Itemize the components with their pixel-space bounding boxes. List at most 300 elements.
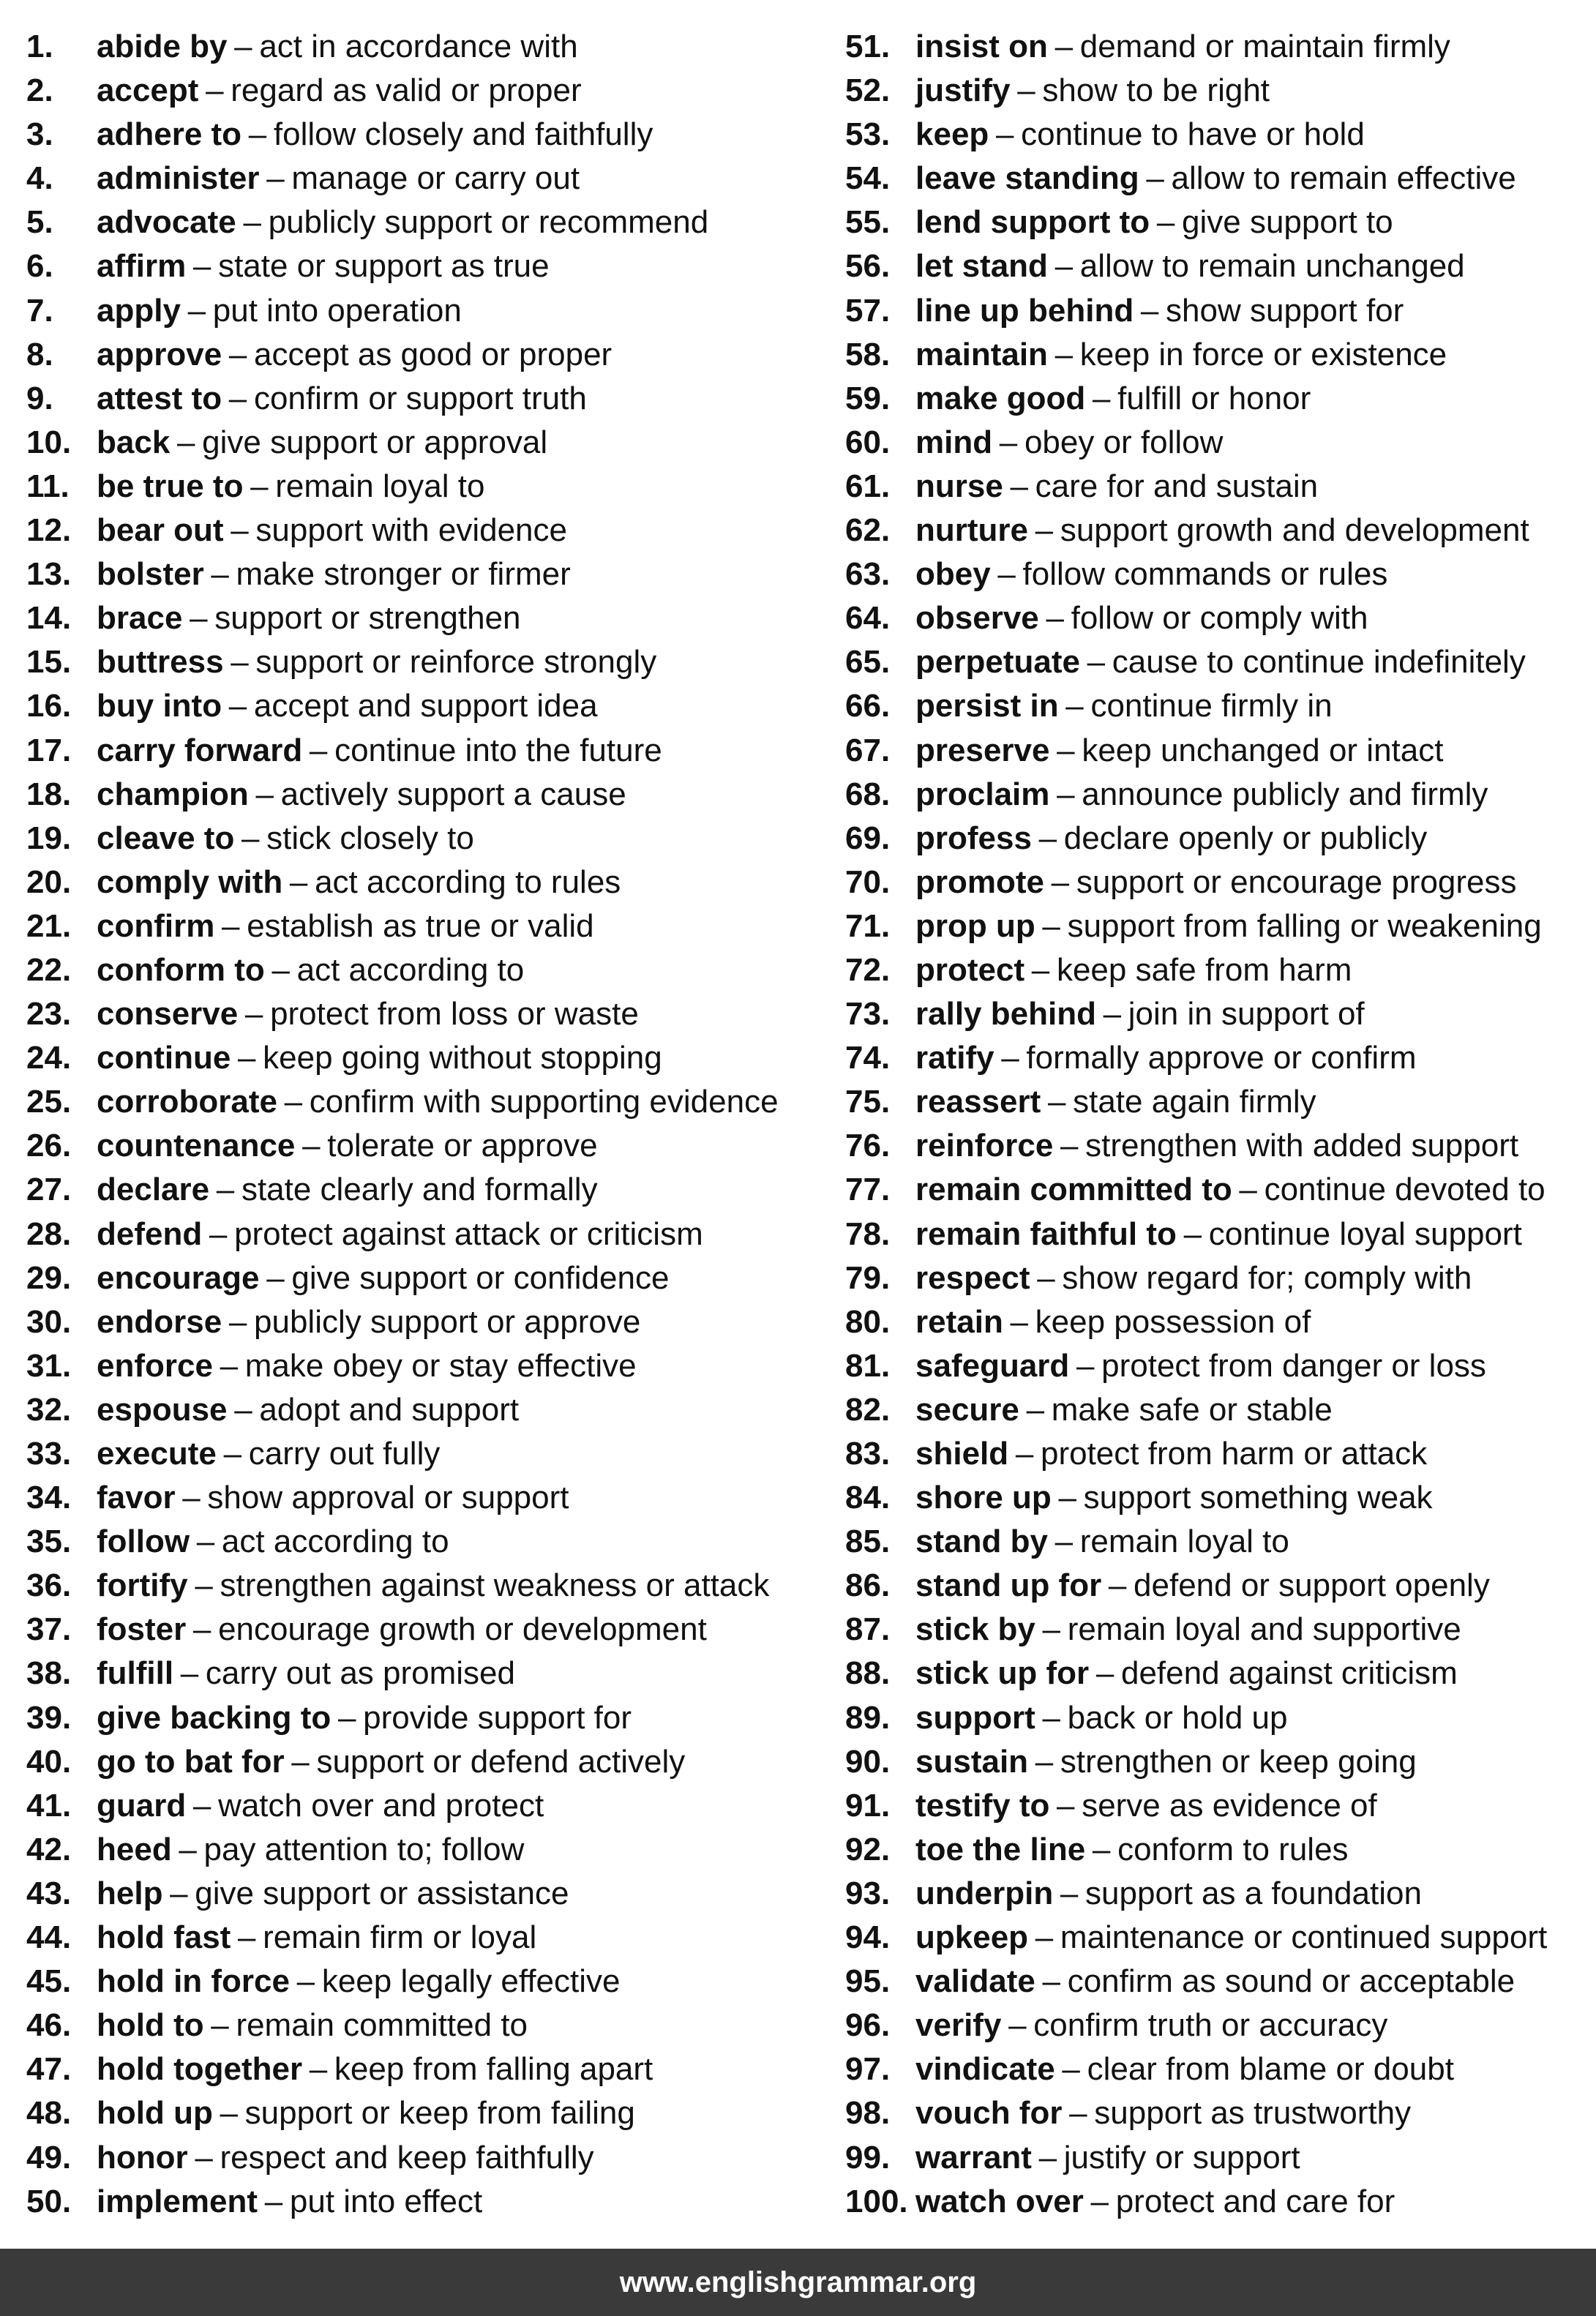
item-term: fulfill xyxy=(97,1655,174,1692)
item-dash: – xyxy=(997,556,1016,593)
item-term: stand by xyxy=(915,1524,1048,1560)
item-dash: – xyxy=(1054,248,1074,285)
item-definition: continue devoted to xyxy=(1264,1172,1546,1208)
item-dash: – xyxy=(1092,380,1111,416)
item-dash: – xyxy=(1140,292,1159,329)
item-dash: – xyxy=(1042,1611,1061,1648)
list-item xyxy=(845,465,1584,509)
item-number: 21. xyxy=(26,907,72,944)
item-dash: – xyxy=(1035,1743,1054,1780)
item-number: 17. xyxy=(26,732,72,768)
item-definition: defend against criticism xyxy=(1120,1655,1458,1692)
item-definition: strengthen with added support xyxy=(1085,1128,1519,1164)
item-definition: put into effect xyxy=(289,2183,483,2219)
list-item xyxy=(845,1476,1584,1520)
list-item xyxy=(845,2136,1584,2180)
list-item xyxy=(26,1696,817,1740)
item-definition: confirm or support truth xyxy=(253,380,587,416)
item-definition: keep in force or existence xyxy=(1079,336,1447,372)
item-definition: tolerate or approve xyxy=(327,1128,598,1164)
list-item xyxy=(845,1168,1584,1212)
item-number: 4. xyxy=(26,160,53,197)
list-item xyxy=(26,1213,817,1256)
list-item xyxy=(26,1520,817,1564)
item-number: 70. xyxy=(845,863,891,900)
item-definition: pay attention to; follow xyxy=(203,1831,525,1867)
item-dash: – xyxy=(190,600,208,637)
list-item xyxy=(845,729,1584,773)
list-item xyxy=(845,1564,1584,1608)
item-term: observe xyxy=(915,600,1039,637)
item-definition: cause to continue indefinitely xyxy=(1112,644,1526,681)
list-item xyxy=(845,289,1584,333)
list-item xyxy=(26,69,817,113)
item-number: 26. xyxy=(26,1128,72,1164)
item-term: encourage xyxy=(97,1259,260,1296)
item-term: hold together xyxy=(97,2051,303,2088)
item-term: hold in force xyxy=(97,1963,290,2000)
item-number: 33. xyxy=(26,1436,72,1472)
item-dash: – xyxy=(266,160,285,197)
list-item xyxy=(26,904,817,948)
item-definition: actively support a cause xyxy=(280,776,626,812)
item-dash: – xyxy=(1015,1436,1034,1472)
item-number: 37. xyxy=(26,1611,72,1648)
item-definition: remain loyal and supportive xyxy=(1067,1611,1461,1648)
item-definition: continue firmly in xyxy=(1090,688,1333,724)
list-item xyxy=(26,2091,817,2135)
list-item xyxy=(26,1344,817,1388)
item-number: 56. xyxy=(845,248,891,285)
list-item xyxy=(845,509,1584,552)
item-number: 82. xyxy=(845,1391,891,1428)
item-dash: – xyxy=(1054,29,1074,64)
item-number: 3. xyxy=(26,116,53,153)
item-number: 53. xyxy=(845,116,891,153)
item-number: 36. xyxy=(26,1567,72,1604)
list-item xyxy=(845,1124,1584,1168)
item-term: foster xyxy=(97,1611,187,1648)
item-definition: justify or support xyxy=(1063,2139,1300,2176)
item-definition: support as trustworthy xyxy=(1094,2095,1412,2132)
item-term: perpetuate xyxy=(915,644,1080,681)
item-definition: continue loyal support xyxy=(1208,1215,1522,1252)
list-item xyxy=(26,773,817,817)
item-term: rally behind xyxy=(915,996,1096,1033)
item-term: obey xyxy=(915,556,991,593)
item-number: 30. xyxy=(26,1303,72,1340)
item-definition: serve as evidence of xyxy=(1082,1787,1377,1824)
list-item xyxy=(26,1828,817,1872)
list-item xyxy=(26,2136,817,2180)
item-dash: – xyxy=(182,1480,201,1516)
list-item xyxy=(26,333,817,377)
item-dash: – xyxy=(1156,204,1175,241)
item-dash: – xyxy=(1010,1303,1028,1340)
item-definition: respect and keep faithfully xyxy=(220,2139,594,2176)
item-definition: establish as true or valid xyxy=(247,907,594,944)
item-term: fortify xyxy=(97,1567,188,1604)
item-term: conserve xyxy=(97,996,239,1033)
item-definition: state clearly and formally xyxy=(241,1172,598,1208)
item-dash: – xyxy=(266,1259,285,1296)
item-dash: – xyxy=(238,1040,256,1076)
item-number: 16. xyxy=(26,688,72,724)
item-term: reassert xyxy=(915,1084,1041,1120)
item-number: 99. xyxy=(845,2139,891,2176)
item-term: ratify xyxy=(915,1040,994,1076)
item-term: comply with xyxy=(97,863,283,900)
item-term: nurture xyxy=(915,512,1028,549)
item-term: hold up xyxy=(97,2095,213,2132)
item-number: 9. xyxy=(26,380,53,416)
footer-url[interactable]: www.englishgrammar.org xyxy=(619,2266,977,2298)
item-term: go to bat for xyxy=(97,1743,285,1780)
item-definition: carry out fully xyxy=(248,1436,441,1472)
item-dash: – xyxy=(296,1963,315,2000)
item-term: validate xyxy=(915,1963,1035,2000)
list-item xyxy=(845,2047,1584,2091)
list-item xyxy=(26,509,817,552)
item-term: support xyxy=(915,1699,1035,1736)
item-number: 96. xyxy=(845,2007,891,2044)
list-item xyxy=(26,377,817,421)
item-number: 64. xyxy=(845,600,891,637)
item-definition: remain loyal to xyxy=(1079,1524,1289,1560)
item-term: underpin xyxy=(915,1875,1054,1911)
list-item xyxy=(845,2091,1584,2135)
item-dash: – xyxy=(1001,1040,1019,1076)
item-definition: put into operation xyxy=(212,292,462,329)
item-definition: support with evidence xyxy=(255,512,567,549)
item-number: 39. xyxy=(26,1699,72,1736)
item-definition: keep going without stopping xyxy=(263,1040,662,1076)
item-term: sustain xyxy=(915,1743,1029,1780)
item-definition: protect from loss or waste xyxy=(270,996,639,1033)
item-number: 89. xyxy=(845,1699,891,1736)
list-item xyxy=(26,729,817,773)
list-item xyxy=(26,1960,817,2004)
list-item xyxy=(26,289,817,333)
list-item xyxy=(845,992,1584,1036)
list-item xyxy=(845,2004,1584,2047)
item-dash: – xyxy=(1057,732,1075,768)
item-number: 91. xyxy=(845,1787,891,1824)
footer-bar xyxy=(0,2249,1596,2316)
item-number: 95. xyxy=(845,1963,891,2000)
item-definition: keep possession of xyxy=(1035,1303,1311,1340)
list-item xyxy=(26,1168,817,1212)
item-definition: show support for xyxy=(1166,292,1404,329)
list-item xyxy=(26,113,817,157)
item-definition: state again firmly xyxy=(1073,1084,1316,1120)
item-dash: – xyxy=(1146,160,1164,197)
item-dash: – xyxy=(238,1919,256,1956)
item-dash: – xyxy=(1047,1084,1066,1120)
item-definition: state or support as true xyxy=(218,248,550,285)
item-number: 59. xyxy=(845,380,891,416)
item-definition: publicly support or approve xyxy=(254,1303,641,1340)
item-definition: follow closely and faithfully xyxy=(273,116,653,153)
item-definition: care for and sustain xyxy=(1035,468,1319,504)
item-dash: – xyxy=(231,644,249,681)
item-definition: give support or approval xyxy=(202,424,548,460)
item-dash: – xyxy=(220,2095,238,2132)
list-item xyxy=(845,640,1584,684)
item-term: approve xyxy=(97,336,222,372)
item-term: stand up for xyxy=(915,1567,1102,1604)
item-number: 49. xyxy=(26,2139,72,2176)
item-term: mind xyxy=(915,424,993,460)
item-definition: strengthen against weakness or attack xyxy=(220,1567,770,1604)
item-definition: give support or confidence xyxy=(291,1259,670,1296)
item-number: 62. xyxy=(845,512,891,549)
item-number: 98. xyxy=(845,2095,891,2132)
item-term: abide by xyxy=(97,29,228,64)
item-term: attest to xyxy=(97,380,222,416)
item-dash: – xyxy=(250,468,269,504)
item-number: 93. xyxy=(845,1875,891,1911)
list-item xyxy=(845,1696,1584,1740)
item-term: persist in xyxy=(915,688,1059,724)
item-number: 10. xyxy=(26,424,72,460)
item-definition: confirm truth or accuracy xyxy=(1033,2007,1388,2044)
item-definition: provide support for xyxy=(363,1699,632,1736)
item-dash: – xyxy=(1038,2139,1057,2176)
item-dash: – xyxy=(1042,1699,1060,1736)
list-item xyxy=(845,552,1584,596)
item-definition: support from falling or weakening xyxy=(1067,907,1542,944)
item-term: stick up for xyxy=(915,1655,1090,1692)
item-definition: confirm with supporting evidence xyxy=(309,1084,779,1120)
list-item xyxy=(845,2180,1584,2224)
item-number: 88. xyxy=(845,1655,891,1692)
item-term: promote xyxy=(915,863,1044,900)
list-item xyxy=(26,2180,817,2224)
item-number: 92. xyxy=(845,1831,891,1867)
item-term: countenance xyxy=(97,1128,296,1164)
item-term: declare xyxy=(97,1172,210,1208)
list-item xyxy=(26,992,817,1036)
item-definition: support something weak xyxy=(1083,1480,1433,1516)
item-dash: – xyxy=(1095,1655,1114,1692)
item-definition: regard as valid or proper xyxy=(231,72,582,109)
item-term: affirm xyxy=(97,248,187,285)
list-item xyxy=(845,1960,1584,2004)
item-number: 24. xyxy=(26,1040,72,1076)
item-term: champion xyxy=(97,776,249,812)
item-definition: support or reinforce strongly xyxy=(255,644,657,681)
item-definition: stick closely to xyxy=(266,820,474,856)
list-item xyxy=(845,1608,1584,1652)
item-dash: – xyxy=(1026,1391,1045,1428)
item-definition: remain committed to xyxy=(236,2007,528,2044)
item-number: 35. xyxy=(26,1524,72,1560)
list-item xyxy=(845,1740,1584,1784)
item-definition: accept as good or proper xyxy=(254,336,612,372)
item-number: 29. xyxy=(26,1259,72,1296)
list-item xyxy=(845,1300,1584,1344)
item-definition: make stronger or firmer xyxy=(236,556,571,593)
item-number: 19. xyxy=(26,820,72,856)
list-item xyxy=(845,244,1584,288)
item-number: 83. xyxy=(845,1436,891,1472)
list-item xyxy=(26,1388,817,1432)
item-term: conform to xyxy=(97,951,265,988)
item-dash: – xyxy=(192,1787,211,1824)
item-dash: – xyxy=(1054,1524,1074,1560)
list-item xyxy=(26,1784,817,1828)
item-definition: allow to remain unchanged xyxy=(1079,248,1465,285)
item-number: 97. xyxy=(845,2051,891,2088)
item-definition: demand or maintain firmly xyxy=(1079,29,1450,64)
list-item xyxy=(845,1388,1584,1432)
item-definition: support or encourage progress xyxy=(1076,863,1517,900)
item-definition: show approval or support xyxy=(207,1480,569,1516)
item-dash: – xyxy=(309,732,328,768)
item-term: adhere to xyxy=(97,116,242,153)
item-definition: follow commands or rules xyxy=(1022,556,1388,593)
item-term: remain committed to xyxy=(915,1172,1232,1208)
item-dash: – xyxy=(1060,1128,1079,1164)
item-term: implement xyxy=(97,2183,258,2219)
item-definition: act in accordance with xyxy=(259,29,578,64)
item-number: 20. xyxy=(26,863,72,900)
item-definition: give support or assistance xyxy=(195,1875,569,1911)
item-term: justify xyxy=(915,72,1011,109)
item-dash: – xyxy=(241,820,260,856)
list-item xyxy=(26,1652,817,1695)
item-dash: – xyxy=(211,2007,229,2044)
item-number: 79. xyxy=(845,1259,891,1296)
list-item xyxy=(26,552,817,596)
item-definition: conform to rules xyxy=(1117,1831,1349,1867)
item-definition: protect against attack or criticism xyxy=(234,1215,703,1252)
list-item xyxy=(845,861,1584,904)
item-term: keep xyxy=(915,116,989,153)
item-number: 80. xyxy=(845,1303,891,1340)
item-term: shield xyxy=(915,1436,1009,1472)
list-item xyxy=(845,157,1584,201)
item-number: 6. xyxy=(26,248,53,285)
list-item xyxy=(26,1256,817,1300)
item-number: 52. xyxy=(845,72,891,109)
item-definition: confirm as sound or acceptable xyxy=(1067,1963,1516,2000)
item-term: preserve xyxy=(915,732,1050,768)
list-item xyxy=(26,157,817,201)
item-definition: support as a foundation xyxy=(1085,1875,1422,1911)
item-number: 18. xyxy=(26,776,72,812)
item-dash: – xyxy=(187,292,206,329)
item-dash: – xyxy=(222,907,240,944)
item-dash: – xyxy=(220,1347,239,1384)
list-item xyxy=(26,2047,817,2091)
item-number: 46. xyxy=(26,2007,72,2044)
item-term: administer xyxy=(97,160,260,197)
item-definition: give support to xyxy=(1182,204,1393,241)
item-dash: – xyxy=(302,1128,321,1164)
item-term: verify xyxy=(915,2007,1002,2044)
item-term: make good xyxy=(915,380,1086,416)
item-dash: – xyxy=(216,1172,235,1208)
left-column-list xyxy=(26,25,817,2224)
item-term: bear out xyxy=(97,512,224,549)
item-definition: protect from harm or attack xyxy=(1040,1436,1428,1472)
item-term: safeguard xyxy=(915,1347,1070,1384)
item-number: 76. xyxy=(845,1128,891,1164)
item-dash: – xyxy=(1038,820,1057,856)
list-item xyxy=(26,244,817,288)
item-definition: manage or carry out xyxy=(291,160,580,197)
item-term: reinforce xyxy=(915,1128,1054,1164)
item-dash: – xyxy=(1183,1215,1202,1252)
list-item xyxy=(845,1784,1584,1828)
list-item xyxy=(26,1124,817,1168)
list-item xyxy=(26,640,817,684)
item-number: 8. xyxy=(26,336,53,372)
list-item xyxy=(845,773,1584,817)
item-dash: – xyxy=(228,336,247,372)
list-item xyxy=(26,2004,817,2047)
item-definition: publicly support or recommend xyxy=(268,204,709,241)
item-definition: join in support of xyxy=(1128,996,1365,1033)
list-item xyxy=(845,1080,1584,1124)
item-dash: – xyxy=(1046,600,1064,637)
item-dash: – xyxy=(999,424,1018,460)
item-number: 32. xyxy=(26,1391,72,1428)
item-number: 66. xyxy=(845,688,891,724)
item-term: heed xyxy=(97,1831,172,1867)
item-term: corroborate xyxy=(97,1084,277,1120)
list-item xyxy=(845,1256,1584,1300)
list-item xyxy=(26,421,817,465)
item-number: 87. xyxy=(845,1611,891,1648)
item-term: buy into xyxy=(97,688,222,724)
item-term: testify to xyxy=(915,1787,1050,1824)
item-number: 31. xyxy=(26,1347,72,1384)
list-item xyxy=(845,1872,1584,1916)
list-item xyxy=(26,1300,817,1344)
list-item xyxy=(845,377,1584,421)
item-definition: support or defend actively xyxy=(316,1743,686,1780)
item-term: lend support to xyxy=(915,204,1150,241)
item-dash: – xyxy=(1054,336,1074,372)
item-dash: – xyxy=(176,424,195,460)
item-dash: – xyxy=(223,1436,242,1472)
list-item xyxy=(26,596,817,640)
list-item xyxy=(26,1740,817,1784)
list-item xyxy=(845,1213,1584,1256)
item-term: continue xyxy=(97,1040,231,1076)
item-dash: – xyxy=(1042,907,1060,944)
list-item xyxy=(845,1828,1584,1872)
item-term: line up behind xyxy=(915,292,1134,329)
list-item xyxy=(26,1872,817,1916)
item-number: 40. xyxy=(26,1743,72,1780)
item-dash: – xyxy=(211,556,229,593)
item-dash: – xyxy=(195,2139,213,2176)
item-number: 75. xyxy=(845,1084,891,1120)
item-definition: declare openly or publicly xyxy=(1063,820,1428,856)
item-dash: – xyxy=(1065,688,1084,724)
item-term: insist on xyxy=(915,29,1048,64)
item-term: hold to xyxy=(97,2007,204,2044)
item-number: 84. xyxy=(845,1480,891,1516)
item-number: 67. xyxy=(845,732,891,768)
item-number: 43. xyxy=(26,1875,72,1911)
list-item xyxy=(26,201,817,244)
item-number: 27. xyxy=(26,1172,72,1208)
